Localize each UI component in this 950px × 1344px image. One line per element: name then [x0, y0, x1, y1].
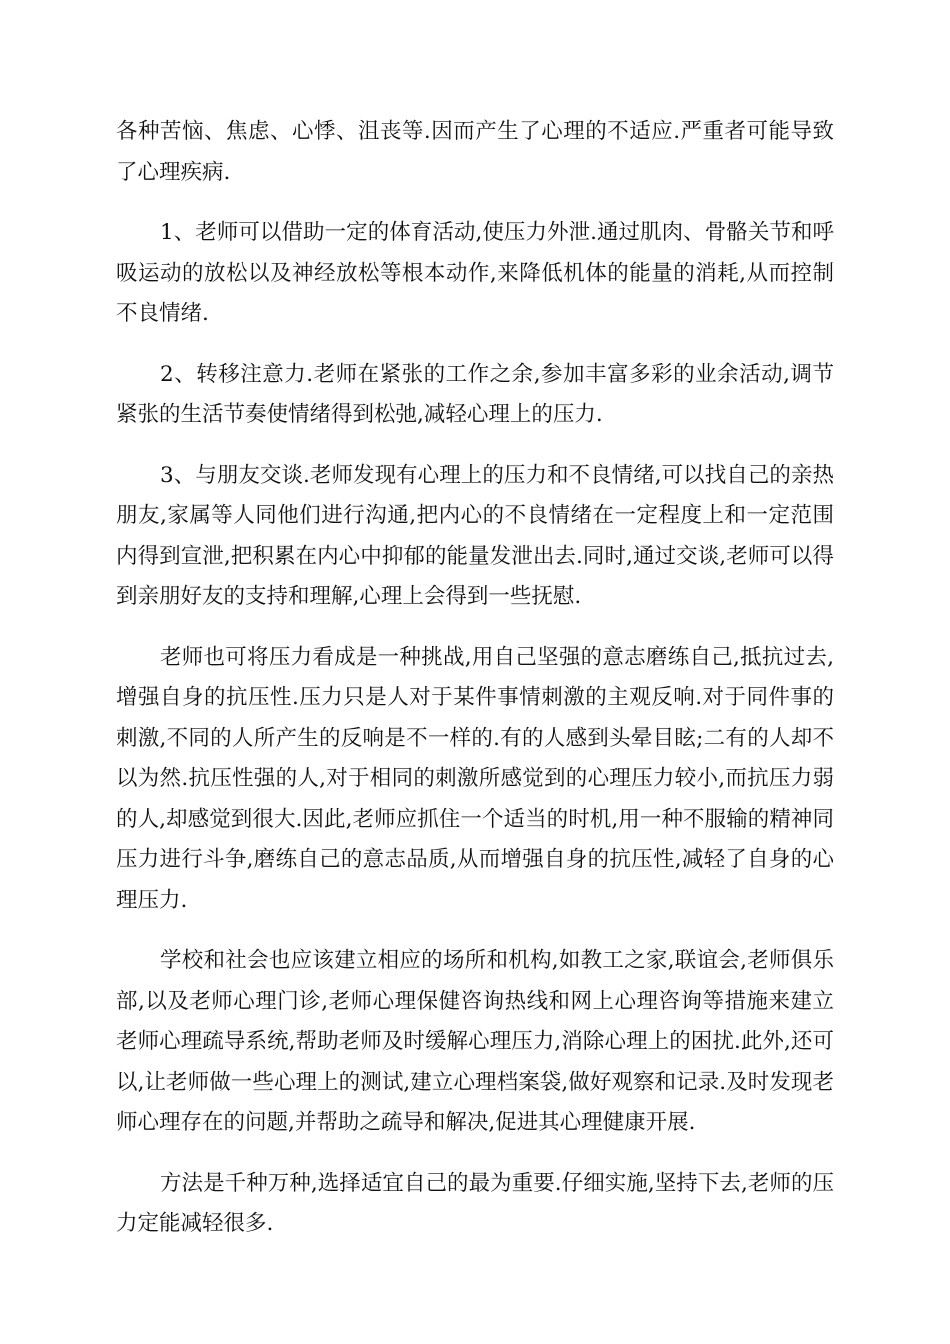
paragraph-method-3: 3、与朋友交谈.老师发现有心理上的压力和不良情绪,可以找自己的亲热朋友,家属等人同他们进行沟通,把内心的不良情绪在一定程度上和一定范围内得到宣泄,把积累在内心中抑郁的能量发泄出去.同时,通过交谈,老师可以得到亲朋好友的支持和理解,心理上会得到一些抚慰.: [116, 462, 834, 609]
paragraph-method-2: 2、转移注意力.老师在紧张的工作之余,参加丰富多彩的业余活动,调节紧张的生活节奏使情绪得到松弛,减轻心理上的压力.: [116, 361, 834, 427]
document-body: [116, 112, 834, 1265]
paragraph-challenge: 老师也可将压力看成是一种挑战,用自己坚强的意志磨练自己,抵抗过去,增强自身的抗压性.压力只是人对于某件事情刺激的主观反响.对于同件事的刺激,不同的人所产生的反响是不一样的.有的人感到头晕目眩;二有的人却不以为然.抗压性强的人,对于相同的刺激所感觉到的心理压力较小,而抗压力弱的人,却感觉到很大.因此,老师应抓住一个适当的时机,用一种不服输的精神同压力进行斗争,磨练自己的意志品质,从而增强自身的抗压性,减轻了自身的心理压力.: [116, 644, 834, 913]
paragraph-continuation: 各种苦恼、焦虑、心悸、沮丧等.因而产生了心理的不适应.严重者可能导致了心理疾病.: [116, 119, 834, 185]
paragraph-conclusion: 方法是千种万种,选择适宜自己的最为重要.仔细实施,坚持下去,老师的压力定能减轻很多.: [116, 1170, 834, 1236]
paragraph-school-society: 学校和社会也应该建立相应的场所和机构,如教工之家,联谊会,老师俱乐部,以及老师心理门诊,老师心理保健咨询热线和网上心理咨询等措施来建立老师心理疏导系统,帮助老师及时缓解心理压力,消除心理上的困扰.此外,还可以,让老师做一些心理上的测试,建立心理档案袋,做好观察和记录.及时发现老师心理存在的问题,并帮助之疏导和解决,促进其心理健康开展.: [116, 948, 834, 1135]
paragraph-method-1: 1、老师可以借助一定的体育活动,使压力外泄.通过肌肉、骨骼关节和呼吸运动的放松以及神经放松等根本动作,来降低机体的能量的消耗,从而控制不良情绪.: [116, 220, 834, 326]
